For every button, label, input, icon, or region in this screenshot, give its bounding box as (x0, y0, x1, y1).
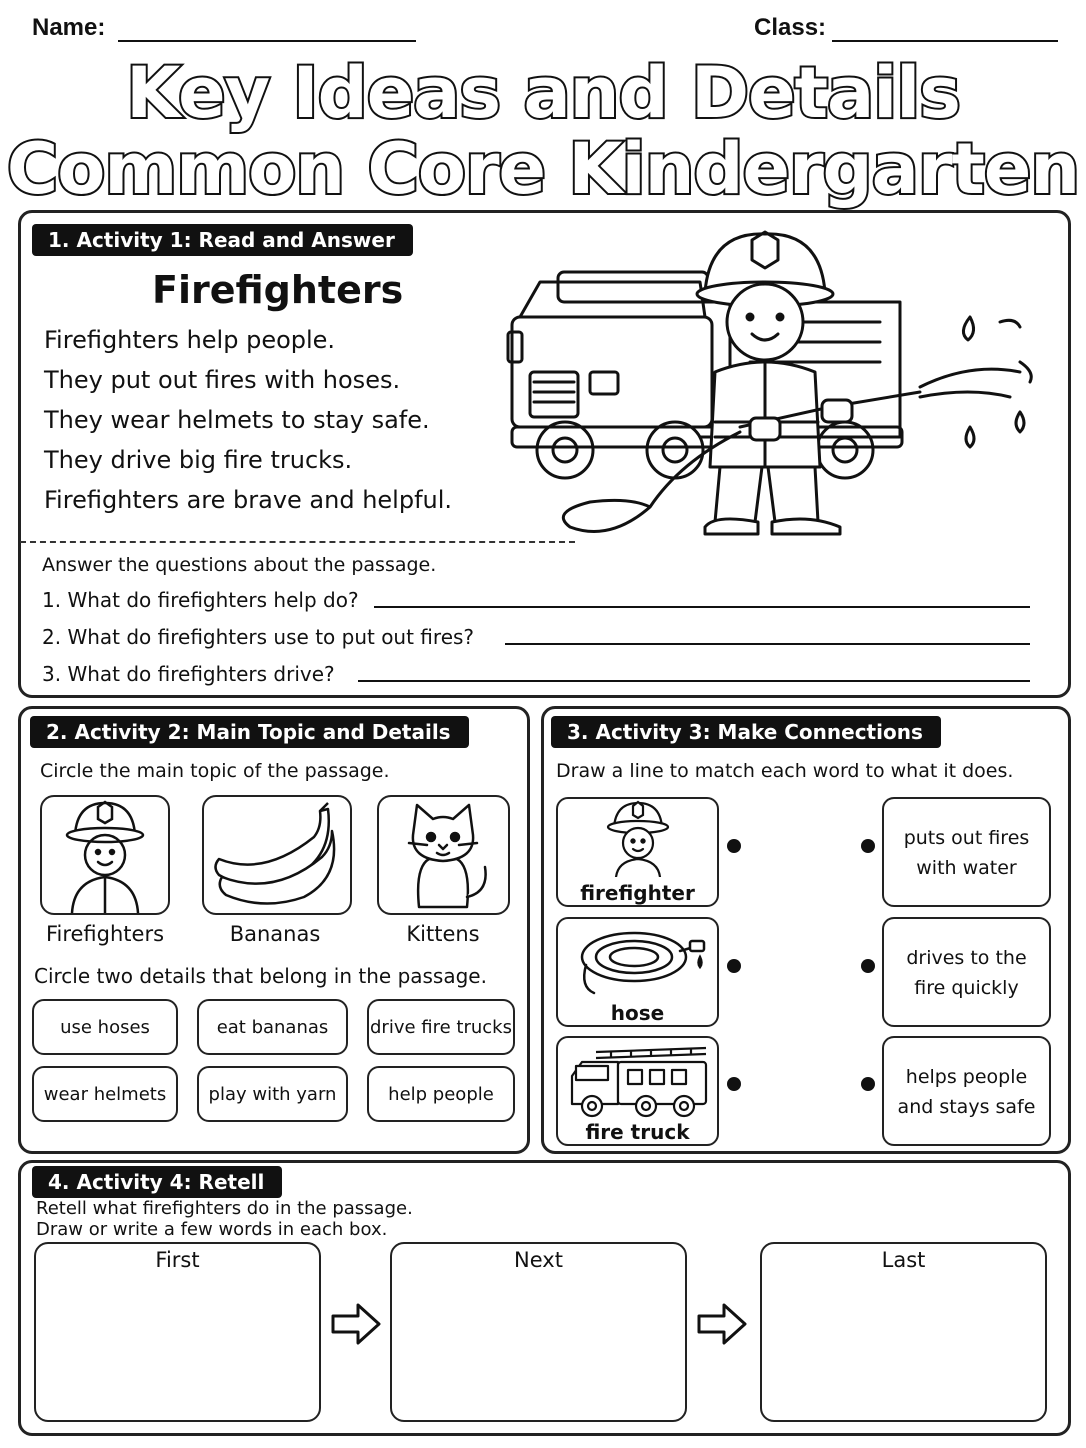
firefighter-icon (42, 797, 168, 913)
activity4-tag: 4. Activity 4: Retell (32, 1166, 282, 1198)
match-dot-left[interactable] (727, 1077, 741, 1091)
detail-chip[interactable]: drive fire trucks (367, 999, 515, 1055)
activity4-instruction-2: Draw or write a few words in each box. (36, 1219, 388, 1240)
divider (20, 541, 575, 543)
class-field[interactable] (832, 40, 1058, 42)
topic-label-kittens: Kittens (406, 922, 480, 946)
topic-kittens-box[interactable] (377, 795, 510, 915)
detail-chip[interactable]: use hoses (32, 999, 178, 1055)
topic-firefighters-box[interactable] (40, 795, 170, 915)
activity2-tag: 2. Activity 2: Main Topic and Details (30, 716, 469, 748)
match-dot-right[interactable] (861, 1077, 875, 1091)
activity1-tag: 1. Activity 1: Read and Answer (32, 224, 413, 256)
match-description-1[interactable] (882, 797, 1051, 907)
question-3: 3. What do firefighters drive? (42, 662, 335, 686)
passage-line: They wear helmets to stay safe. (44, 406, 430, 434)
topic-label-bananas: Bananas (229, 922, 321, 946)
retell-box-last[interactable] (760, 1242, 1047, 1422)
match-description-2[interactable] (882, 917, 1051, 1027)
passage-line: They put out fires with hoses. (44, 366, 401, 394)
firefighter-icon (598, 799, 678, 877)
retell-box-label: Next (514, 1248, 563, 1272)
passage-line: Firefighters help people. (44, 326, 336, 354)
match-description-line: helps people (905, 1066, 1028, 1088)
name-field[interactable] (118, 40, 416, 42)
match-word-label: hose (610, 1001, 665, 1025)
match-word-fire-truck[interactable] (556, 1036, 719, 1146)
activity2-instruction-1: Circle the main topic of the passage. (40, 760, 390, 782)
detail-chip[interactable]: eat bananas (197, 999, 348, 1055)
name-label: Name: (32, 14, 106, 41)
match-word-label: fire truck (585, 1120, 690, 1144)
match-word-label: firefighter (580, 881, 695, 905)
retell-box-label: Last (881, 1248, 926, 1272)
right-arrow-icon (696, 1302, 748, 1346)
questions-intro: Answer the questions about the passage. (42, 554, 437, 576)
match-description-line: drives to the (906, 947, 1027, 969)
detail-chip[interactable]: help people (367, 1066, 515, 1122)
match-description-line: with water (916, 857, 1017, 879)
question-1: 1. What do firefighters help do? (42, 588, 359, 612)
activity3-tag: 3. Activity 3: Make Connections (551, 716, 941, 748)
hose-icon (572, 927, 712, 1001)
topic-bananas-box[interactable] (202, 795, 352, 915)
answer-line-2[interactable] (505, 643, 1030, 645)
page-title-line1: Key Ideas and Details (126, 52, 960, 134)
activity4-instruction-1: Retell what firefighters do in the passage. (36, 1198, 413, 1219)
fire-truck-icon (566, 1042, 714, 1120)
match-description-line: and stays safe (897, 1096, 1036, 1118)
answer-line-3[interactable] (358, 680, 1030, 682)
right-arrow-icon (330, 1302, 382, 1346)
passage-title: Firefighters (152, 268, 404, 312)
activity3-instruction: Draw a line to match each word to what it does. (556, 760, 1014, 782)
passage-line: They drive big fire trucks. (44, 446, 353, 474)
match-word-firefighter[interactable] (556, 797, 719, 907)
answer-line-1[interactable] (374, 606, 1030, 608)
page-title-line2: Common Core Kindergarten (6, 128, 1080, 210)
firefighter-truck-illustration (500, 222, 1060, 552)
banana-icon (204, 797, 350, 913)
match-dot-right[interactable] (861, 839, 875, 853)
topic-label-firefighters: Firefighters (45, 922, 165, 946)
passage-line: Firefighters are brave and helpful. (44, 486, 453, 514)
question-2: 2. What do firefighters use to put out fires? (42, 625, 475, 649)
detail-chip[interactable]: wear helmets (32, 1066, 178, 1122)
match-word-hose[interactable] (556, 917, 719, 1027)
class-label: Class: (754, 14, 827, 41)
match-description-line: fire quickly (914, 977, 1019, 999)
match-dot-right[interactable] (861, 959, 875, 973)
detail-chip[interactable]: play with yarn (197, 1066, 348, 1122)
retell-box-next[interactable] (390, 1242, 687, 1422)
retell-box-label: First (155, 1248, 200, 1272)
match-description-line: puts out fires (903, 827, 1030, 849)
kitten-icon (379, 797, 508, 913)
match-dot-left[interactable] (727, 959, 741, 973)
match-description-3[interactable] (882, 1036, 1051, 1146)
activity2-instruction-2: Circle two details that belong in the passage. (34, 964, 487, 988)
retell-box-first[interactable] (34, 1242, 321, 1422)
match-dot-left[interactable] (727, 839, 741, 853)
